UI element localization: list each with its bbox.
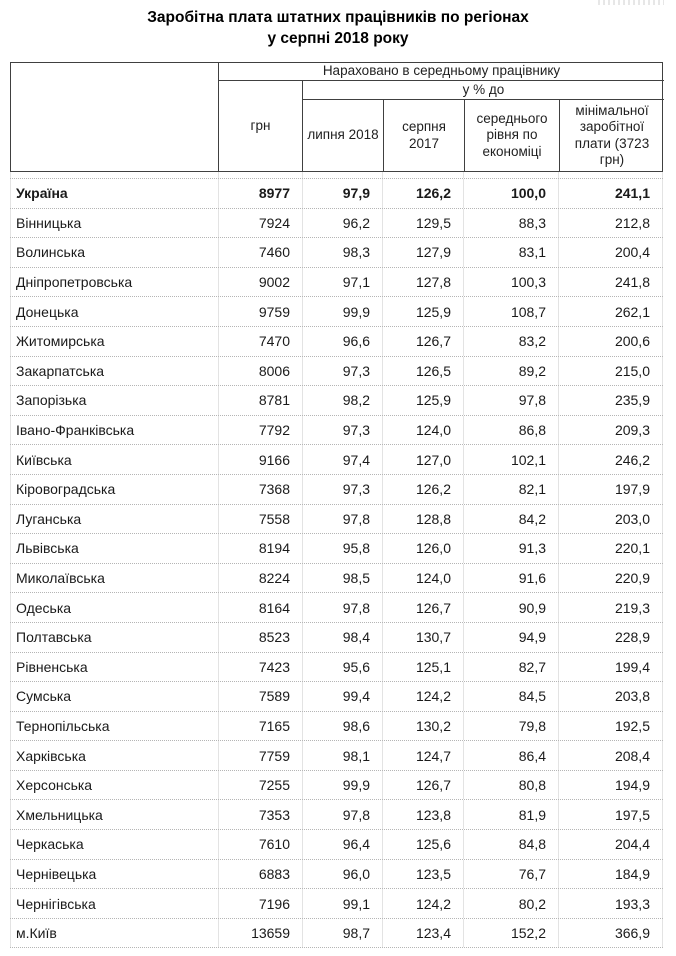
value-cell: 241,8 (558, 268, 663, 297)
table-row (10, 771, 663, 801)
value-cell: 219,3 (558, 593, 663, 622)
value-cell: 80,2 (463, 889, 558, 918)
value-cell: 7460 (218, 238, 302, 267)
region-name: Тернопільська (10, 712, 218, 741)
value-cell: 91,6 (463, 564, 558, 593)
value-cell: 123,5 (382, 860, 463, 889)
value-cell: 99,9 (302, 771, 382, 800)
value-cell: 127,0 (382, 445, 463, 474)
value-cell: 83,1 (463, 238, 558, 267)
region-name: Кіровоградська (10, 475, 218, 504)
value-cell: 8523 (218, 623, 302, 652)
value-cell: 209,3 (558, 416, 663, 445)
column-header-to-july-2018: липня 2018 (307, 127, 379, 143)
page-title-line1: Заробітна плата штатних працівників по регіонах (147, 9, 529, 26)
value-cell: 124,0 (382, 564, 463, 593)
value-cell: 126,7 (382, 327, 463, 356)
table-row (10, 505, 663, 535)
value-cell: 125,1 (382, 653, 463, 682)
value-cell: 7196 (218, 889, 302, 918)
region-name: Сумська (10, 682, 218, 711)
value-cell: 94,9 (463, 623, 558, 652)
value-cell: 86,8 (463, 416, 558, 445)
value-cell: 193,3 (558, 889, 663, 918)
value-cell: 241,1 (558, 179, 663, 208)
value-cell: 98,3 (302, 238, 382, 267)
value-cell: 126,2 (382, 179, 463, 208)
spacer-cell (558, 172, 663, 178)
page-title-line2: у серпні 2018 року (267, 30, 409, 47)
value-cell: 102,1 (463, 445, 558, 474)
table-row (10, 593, 663, 623)
value-cell: 13659 (218, 919, 302, 948)
value-cell: 98,1 (302, 741, 382, 770)
column-header-to-august-2017: серпня 2017 (383, 100, 464, 171)
value-cell: 200,4 (558, 238, 663, 267)
value-cell: 9166 (218, 445, 302, 474)
value-cell: 125,6 (382, 830, 463, 859)
value-cell: 76,7 (463, 860, 558, 889)
value-cell: 7470 (218, 327, 302, 356)
table-row (10, 860, 663, 890)
value-cell: 84,2 (463, 505, 558, 534)
page-title (0, 0, 676, 49)
value-cell: 95,8 (302, 534, 382, 563)
value-cell: 130,2 (382, 712, 463, 741)
region-column-header-empty (11, 63, 219, 171)
value-cell: 83,2 (463, 327, 558, 356)
value-cell: 82,1 (463, 475, 558, 504)
value-cell: 97,3 (302, 475, 382, 504)
value-cell: 7589 (218, 682, 302, 711)
value-cell: 97,8 (302, 800, 382, 829)
value-cell: 7368 (218, 475, 302, 504)
table-row (10, 741, 663, 771)
value-cell: 96,0 (302, 860, 382, 889)
value-cell: 100,3 (463, 268, 558, 297)
value-cell: 235,9 (558, 386, 663, 415)
table-row (10, 209, 663, 239)
value-cell: 97,8 (463, 386, 558, 415)
value-cell: 7255 (218, 771, 302, 800)
spacer-cell (10, 172, 218, 178)
value-cell: 204,4 (558, 830, 663, 859)
spacer-row (10, 172, 663, 179)
value-cell: 96,6 (302, 327, 382, 356)
column-header-to-economy-average: середнього рівня по економіці (464, 100, 559, 171)
region-name: Рівненська (10, 653, 218, 682)
value-cell: 126,0 (382, 534, 463, 563)
value-cell: 123,4 (382, 919, 463, 948)
value-cell: 152,2 (463, 919, 558, 948)
value-cell: 7610 (218, 830, 302, 859)
value-cell: 215,0 (558, 357, 663, 386)
spacer-cell (463, 172, 558, 178)
value-cell: 84,5 (463, 682, 558, 711)
value-cell: 126,2 (382, 475, 463, 504)
value-cell: 203,0 (558, 505, 663, 534)
value-cell: 203,8 (558, 682, 663, 711)
region-name: Донецька (10, 297, 218, 326)
region-name: Миколаївська (10, 564, 218, 593)
table-row (10, 919, 663, 949)
value-cell: 126,5 (382, 357, 463, 386)
table-row (10, 386, 663, 416)
table-row (10, 327, 663, 357)
region-name: Волинська (10, 238, 218, 267)
region-name: Полтавська (10, 623, 218, 652)
table-row (10, 830, 663, 860)
value-cell: 212,8 (558, 209, 663, 238)
value-cell: 200,6 (558, 327, 663, 356)
region-name: Чернівецька (10, 860, 218, 889)
table-row (10, 238, 663, 268)
value-cell: 7353 (218, 800, 302, 829)
table-row (10, 475, 663, 505)
value-cell: 8164 (218, 593, 302, 622)
value-cell: 81,9 (463, 800, 558, 829)
value-cell: 7759 (218, 741, 302, 770)
value-cell: 90,9 (463, 593, 558, 622)
table-body (10, 172, 663, 948)
value-cell: 99,9 (302, 297, 382, 326)
value-cell: 7792 (218, 416, 302, 445)
table-row (10, 445, 663, 475)
value-cell: 124,7 (382, 741, 463, 770)
value-cell: 125,9 (382, 297, 463, 326)
value-cell: 194,9 (558, 771, 663, 800)
value-cell: 125,9 (382, 386, 463, 415)
value-cell: 97,4 (302, 445, 382, 474)
value-cell: 91,3 (463, 534, 558, 563)
region-name: Черкаська (10, 830, 218, 859)
value-cell: 97,8 (302, 505, 382, 534)
region-name: Вінницька (10, 209, 218, 238)
column-group-header-accrued: Нараховано в середньому працівнику (219, 63, 664, 81)
value-cell: 97,3 (302, 416, 382, 445)
value-cell: 98,4 (302, 623, 382, 652)
value-cell: 80,8 (463, 771, 558, 800)
region-name: Львівська (10, 534, 218, 563)
salary-table (10, 62, 663, 948)
table-row (10, 179, 663, 209)
value-cell: 89,2 (463, 357, 558, 386)
value-cell: 128,8 (382, 505, 463, 534)
value-cell: 124,2 (382, 889, 463, 918)
value-cell: 124,0 (382, 416, 463, 445)
value-cell: 199,4 (558, 653, 663, 682)
table-row (10, 800, 663, 830)
table-row (10, 712, 663, 742)
value-cell: 6883 (218, 860, 302, 889)
value-cell: 95,6 (302, 653, 382, 682)
region-name: Одеська (10, 593, 218, 622)
region-name: Хмельницька (10, 800, 218, 829)
value-cell: 123,8 (382, 800, 463, 829)
value-cell: 86,4 (463, 741, 558, 770)
value-cell: 98,2 (302, 386, 382, 415)
table-row (10, 534, 663, 564)
value-cell: 7558 (218, 505, 302, 534)
value-cell: 108,7 (463, 297, 558, 326)
value-cell: 220,1 (558, 534, 663, 563)
table-row (10, 682, 663, 712)
region-name: Запорізька (10, 386, 218, 415)
value-cell: 98,5 (302, 564, 382, 593)
value-cell: 246,2 (558, 445, 663, 474)
value-cell: 97,1 (302, 268, 382, 297)
column-header-to-minimum-wage: мінімальної заробітної плати (3723 грн) (559, 100, 664, 171)
value-cell: 98,6 (302, 712, 382, 741)
value-cell: 96,2 (302, 209, 382, 238)
value-cell: 97,9 (302, 179, 382, 208)
spacer-cell (302, 172, 382, 178)
value-cell: 126,7 (382, 771, 463, 800)
value-cell: 9002 (218, 268, 302, 297)
spacer-cell (218, 172, 302, 178)
region-name: Дніпропетровська (10, 268, 218, 297)
value-cell: 79,8 (463, 712, 558, 741)
value-cell: 100,0 (463, 179, 558, 208)
region-name: Харківська (10, 741, 218, 770)
region-name: Херсонська (10, 771, 218, 800)
table-row (10, 268, 663, 298)
value-cell: 220,9 (558, 564, 663, 593)
column-header-uah: грн (219, 81, 303, 171)
value-cell: 84,8 (463, 830, 558, 859)
region-name: Житомирська (10, 327, 218, 356)
value-cell: 197,9 (558, 475, 663, 504)
value-cell: 9759 (218, 297, 302, 326)
value-cell: 7423 (218, 653, 302, 682)
value-cell: 7924 (218, 209, 302, 238)
value-cell: 88,3 (463, 209, 558, 238)
value-cell: 192,5 (558, 712, 663, 741)
value-cell: 8977 (218, 179, 302, 208)
region-name: Чернігівська (10, 889, 218, 918)
value-cell: 97,8 (302, 593, 382, 622)
cropped-edge-artifact (598, 0, 664, 5)
spacer-cell (382, 172, 463, 178)
value-cell: 8224 (218, 564, 302, 593)
table-row (10, 357, 663, 387)
table-row (10, 623, 663, 653)
value-cell: 228,9 (558, 623, 663, 652)
region-name: Івано-Франківська (10, 416, 218, 445)
table-row (10, 889, 663, 919)
value-cell: 8194 (218, 534, 302, 563)
value-cell: 197,5 (558, 800, 663, 829)
value-cell: 129,5 (382, 209, 463, 238)
value-cell: 262,1 (558, 297, 663, 326)
value-cell: 208,4 (558, 741, 663, 770)
value-cell: 8006 (218, 357, 302, 386)
value-cell: 184,9 (558, 860, 663, 889)
region-name: Київська (10, 445, 218, 474)
value-cell: 82,7 (463, 653, 558, 682)
table-row (10, 297, 663, 327)
column-group-header-percent: у % до (303, 81, 664, 100)
value-cell: 127,8 (382, 268, 463, 297)
table-header (10, 62, 663, 172)
value-cell: 97,3 (302, 357, 382, 386)
region-name: Україна (10, 179, 218, 208)
value-cell: 126,7 (382, 593, 463, 622)
value-cell: 124,2 (382, 682, 463, 711)
table-row (10, 653, 663, 683)
region-name: м.Київ (10, 919, 218, 948)
value-cell: 127,9 (382, 238, 463, 267)
value-cell: 98,7 (302, 919, 382, 948)
value-cell: 366,9 (558, 919, 663, 948)
value-cell: 8781 (218, 386, 302, 415)
value-cell: 7165 (218, 712, 302, 741)
table-row (10, 416, 663, 446)
region-name: Закарпатська (10, 357, 218, 386)
region-name: Луганська (10, 505, 218, 534)
value-cell: 130,7 (382, 623, 463, 652)
value-cell: 96,4 (302, 830, 382, 859)
value-cell: 99,4 (302, 682, 382, 711)
value-cell: 99,1 (302, 889, 382, 918)
table-row (10, 564, 663, 594)
